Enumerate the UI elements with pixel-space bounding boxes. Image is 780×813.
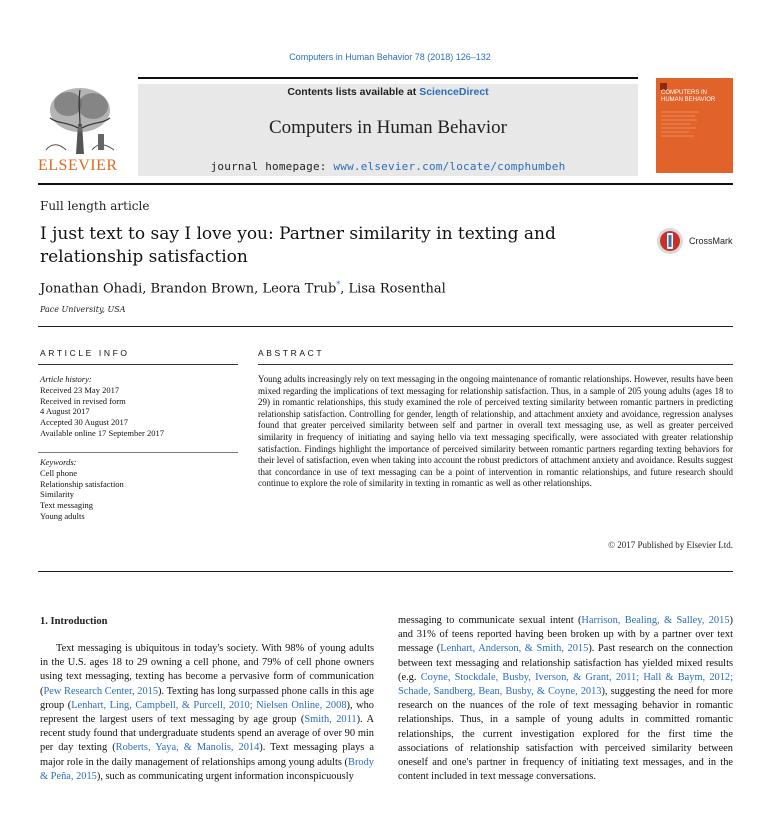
crossmark-icon[interactable] [654, 227, 686, 255]
copyright: © 2017 Published by Elsevier Ltd. [608, 540, 733, 550]
body-text: ). Text messaging plays a major role in the daily management of relationships among young adults ( [40, 742, 374, 768]
intro-left-column [40, 642, 374, 784]
cover-lines [661, 110, 701, 140]
keyword[interactable]: Similarity [40, 489, 74, 500]
reference-link[interactable]: Lenhart, Ling, Campbell, & Purcell, 2010; Nielsen Online, 2008 [71, 699, 347, 711]
cover-title-line2: HUMAN BEHAVIOR [661, 97, 716, 103]
abstract-bottom-rule [38, 571, 733, 572]
article-history [40, 374, 240, 439]
article-info-heading: ARTICLE INFO [40, 348, 130, 358]
history-item: Received in revised form [40, 395, 126, 406]
body-text: Text messaging is ubiquitous in today's society. With 98% of young adults in the U.S. ages 18 to 29 owning a cell phone, and 79% of cell phone owners using text messaging, texting has become a pervasive form of communication ( [40, 643, 374, 697]
journal-citation[interactable]: Computers in Human Behavior 78 (2018) 126–132 [289, 52, 491, 62]
cover-logo-mark [660, 83, 667, 90]
body-text: ). Past research on the connection between text messaging and relationship satisfaction has yielded mixed results (e.g. [398, 643, 733, 683]
authors-tail: , Lisa Rosenthal [340, 281, 446, 297]
keywords-rule [38, 452, 238, 453]
abstract-heading: ABSTRACT [258, 348, 325, 358]
sciencedirect-link[interactable]: ScienceDirect [419, 86, 489, 98]
cover-title-line1: COMPUTERS IN [661, 90, 708, 96]
cover-title [661, 90, 715, 104]
article-info-rule [38, 364, 238, 365]
history-item: 4 August 2017 [40, 406, 90, 417]
affiliation: Pace University, USA [40, 305, 126, 314]
keyword[interactable]: Relationship satisfaction [40, 478, 124, 489]
keyword[interactable]: Young adults [40, 510, 85, 521]
article-type: Full length article [40, 199, 150, 213]
contents-available [138, 86, 638, 98]
elsevier-tree-logo [38, 84, 120, 156]
history-item: Received 23 May 2017 [40, 384, 120, 395]
reference-link[interactable]: Roberts, Yaya, & Manolis, 2014 [115, 742, 260, 754]
reference-link[interactable]: Smith, 2011 [304, 714, 357, 726]
body-text: messaging to communicate sexual intent ( [398, 615, 582, 626]
contents-prefix: Contents lists available at [287, 86, 420, 98]
intro-right-column [398, 614, 733, 784]
keyword[interactable]: Text messaging [40, 500, 93, 511]
homepage-link[interactable]: www.elsevier.com/locate/comphumbeh [333, 160, 566, 173]
history-label: Article history: [40, 374, 92, 384]
article-title-line1: I just text to say I love you: Partner similarity in texting and [40, 224, 556, 244]
author-list [40, 280, 446, 296]
reference-link[interactable]: Brody & Peña, 2015 [40, 756, 374, 782]
header-bottom-rule [38, 183, 733, 185]
reference-link[interactable]: Harrison, Bealing, & Salley, 2015 [581, 615, 730, 626]
history-item: Available online 17 September 2017 [40, 427, 165, 438]
reference-link[interactable]: Coyne, Stockdale, Busby, Iverson, & Grant, 2011; Hall & Baym, 2012; Schade, Sandberg, Bean, Busby, & Coyne, 2013 [398, 671, 734, 698]
authors-main: Jonathan Ohadi, Brandon Brown, Leora Trub [40, 281, 337, 297]
header-top-rule [138, 77, 638, 79]
elsevier-wordmark: ELSEVIER [38, 157, 118, 174]
corresponding-author-mark[interactable]: * [336, 280, 341, 289]
crossmark-label[interactable]: CrossMark [689, 236, 733, 246]
keywords [40, 457, 240, 522]
body-text: ), who represent the largest users of text messaging by age group ( [40, 699, 374, 726]
reference-link[interactable]: Lenhart, Anderson, & Smith, 2015 [440, 643, 589, 655]
journal-homepage [138, 160, 638, 173]
body-text: ), suggesting the need for more research on the nuances of the role of text messaging behavior in romantic relationships. Thus, in a sample of young adults in committed romantic relationships, the current investigation explored for the first time the associations of relationship satisfaction with perceived similarity between oneself and one's partner in frequency of initiating text messages, and in the content included in text message conversations. [398, 686, 733, 783]
article-title [40, 223, 600, 269]
body-text: ), such as communicating urgent information inconspicuously [96, 770, 354, 782]
reference-link[interactable]: Pew Research Center, 2015 [43, 685, 159, 697]
body-text: ). A recent study found that undergraduate students spend an average of over 90 min per day texting ( [40, 714, 374, 754]
abstract-text: Young adults increasingly rely on text messaging in the ongoing maintenance of romantic relationships. However, results have been mixed regarding the implications of text messaging for relationship satisfaction. Thus, in a sample of 205 young adults (ages 18 to 29) in romantic relationships, this study examined the role of perceived texting similarity between romantic partners in predicting relationship satisfaction. Controlling for gender, length of relationship, and attachment anxiety and avoidance, regression analyses found that greater perceived similarity between self and partner in overall text messaging use, as well as greater perceived similarity in frequency of initiating and saying hello via text messaging specifically, were associated with greater relationship satisfaction. Findings highlight the importance of perceived similarity between romantic partners regarding texting behaviors for their level of satisfaction, even when taking into account the robust predictors of attachment anxiety and avoidance. Results suggest that concordance in use of text messaging can be a point of intervention in romantic relationships, and future research should continue to explore the role of similarity in texting in romantic as well as other relationships. [258, 374, 733, 489]
keywords-label: Keywords: [40, 457, 77, 467]
affiliation-rule [38, 326, 733, 327]
section-heading-introduction: 1. Introduction [40, 616, 108, 627]
body-text: ). Texting has long surpassed phone calls in this age group ( [40, 685, 374, 711]
keyword[interactable]: Cell phone [40, 467, 78, 478]
abstract-rule [258, 364, 733, 365]
homepage-prefix: journal homepage: [210, 160, 334, 173]
journal-title: Computers in Human Behavior [269, 117, 507, 138]
history-item: Accepted 30 August 2017 [40, 417, 129, 428]
article-title-line2: relationship satisfaction [40, 247, 248, 267]
body-text: ) and 31% of teens reported having been broken up with by a partner over text message ( [398, 615, 733, 655]
